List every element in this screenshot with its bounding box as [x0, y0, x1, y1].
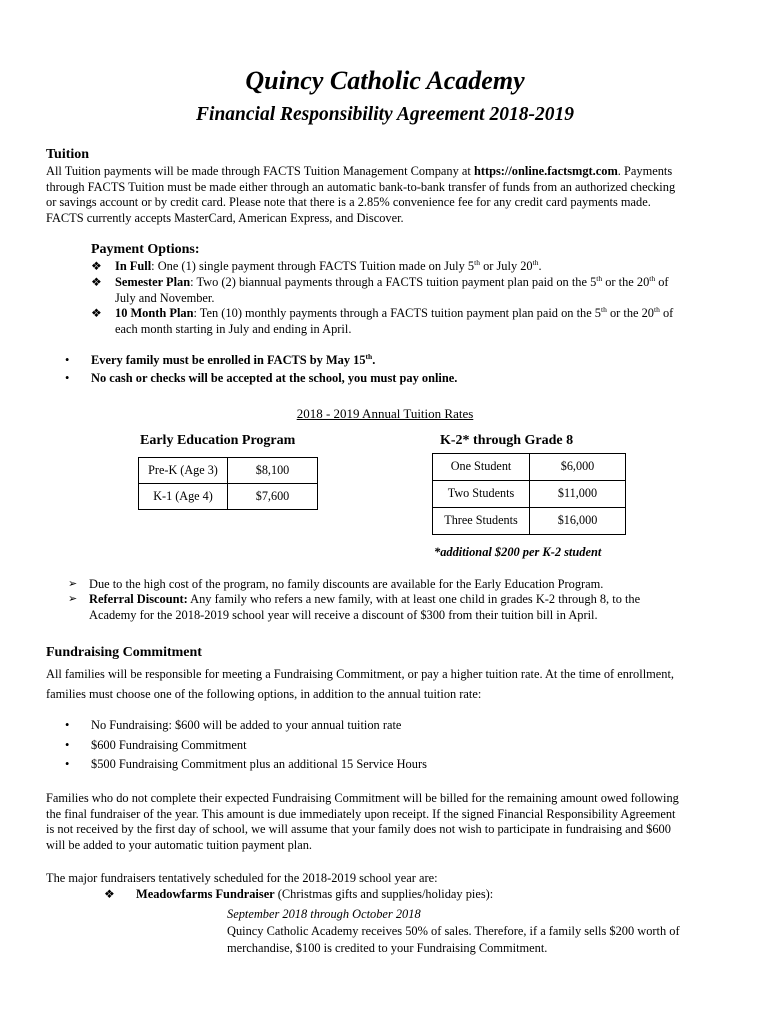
tuition-line-1: All Tuition payments will be made through FACTS Tuition Management Company at https://online.factsmgt.com. Payments: [46, 164, 673, 178]
table-row: [433, 508, 626, 535]
fundraiser-detail-line-1: Quincy Catholic Academy receives 50% of sales. Therefore, if a family sells $200 worth of: [227, 924, 680, 938]
page-title: Quincy Catholic Academy: [245, 66, 525, 95]
early-education-table: [138, 457, 318, 510]
notice-no-cash: • No cash or checks will be accepted at the school, you must pay online.: [65, 371, 458, 385]
fundraising-line-1: All families will be responsible for meeting a Fundraising Commitment, or pay a higher tuition rate. At the time of enrollment,: [46, 667, 675, 681]
notice-enroll: • Every family must be enrolled in FACTS by May 15th.: [65, 351, 376, 367]
diamond-bullet-icon: ❖: [104, 887, 115, 901]
fundraiser-detail-line-2: merchandise, $100 is credited to your Fundraising Commitment.: [227, 941, 548, 955]
table-cell: $11,000: [530, 481, 626, 508]
k2-table: [432, 453, 626, 535]
table-cell: $16,000: [530, 508, 626, 535]
arrow-bullet-icon: ➢: [68, 578, 78, 590]
table-cell: K-1 (Age 4): [139, 484, 228, 510]
bullet-icon: •: [65, 353, 70, 367]
tuition-line-4: FACTS currently accepts MasterCard, American Express, and Discover.: [46, 210, 404, 225]
discount-item-referral: ➢ Referral Discount: Any family who refers a new family, with at least one child in grades K-2 through 8, to the Academy for the 2018-2019 school year will receive a discount of $300 from their tuition bill in April.: [68, 592, 641, 622]
bullet-icon: •: [65, 738, 70, 752]
fundraising-intro: [46, 664, 726, 704]
payment-options-heading: Payment Options:: [91, 242, 200, 257]
table-row: [139, 458, 318, 484]
billing-line-1: Families who do not complete their expected Fundraising Commitment will be billed for the remaining amount owed following: [46, 791, 679, 805]
table-cell: Two Students: [433, 481, 530, 508]
table-row: [433, 454, 626, 481]
fundraising-option: • $600 Fundraising Commitment: [65, 738, 247, 752]
table-cell: One Student: [433, 454, 530, 481]
tuition-paragraph: [46, 164, 726, 226]
fundraising-line-2: families must choose one of the following options, in addition to the annual tuition rate:: [46, 687, 482, 701]
discount-item-no-family: ➢ Due to the high cost of the program, no family discounts are available for the Early Education Program.: [68, 577, 604, 591]
fundraiser-meadowfarms: ❖ Meadowfarms Fundraiser (Christmas gifts and supplies/holiday pies):: [104, 887, 494, 901]
rates-caption: 2018 - 2019 Annual Tuition Rates: [296, 406, 474, 421]
table-cell: $7,600: [228, 484, 318, 510]
fundraiser-dates: September 2018 through October 2018: [227, 907, 421, 921]
table-cell: $8,100: [228, 458, 318, 484]
page-subtitle: Financial Responsibility Agreement 2018-2019: [196, 104, 574, 125]
option-in-full: ❖ In Full: One (1) single payment through FACTS Tuition made on July 5th or July 20th.: [91, 257, 542, 273]
table-cell: Three Students: [433, 508, 530, 535]
table-row: [139, 484, 318, 510]
tuition-line-2: through FACTS Tuition must be made either through an automatic bank-to-bank transfer of funds from an authorized checking: [46, 179, 676, 194]
tuition-heading: Tuition: [46, 147, 90, 162]
bullet-icon: •: [65, 371, 70, 385]
fundraising-option: • No Fundraising: $600 will be added to your annual tuition rate: [65, 718, 402, 732]
k2-footnote: *additional $200 per K-2 student: [434, 545, 602, 559]
k2-heading: K-2* through Grade 8: [440, 433, 574, 448]
early-education-heading: Early Education Program: [140, 433, 296, 448]
billing-line-4: will be added to your automatic tuition payment plan.: [46, 837, 312, 852]
table-cell: $6,000: [530, 454, 626, 481]
bullet-icon: •: [65, 757, 70, 771]
diamond-bullet-icon: ❖: [91, 275, 102, 289]
diamond-bullet-icon: ❖: [91, 259, 102, 273]
facts-link[interactable]: https://online.factsmgt.com: [473, 164, 618, 178]
table-cell: Pre-K (Age 3): [139, 458, 228, 484]
tuition-line-3: or savings account or by credit card. Please note that there is a 2.85% convenience fee for any credit card payments made.: [46, 195, 651, 209]
bullet-icon: •: [65, 718, 70, 732]
fundraising-billing-paragraph: [46, 791, 726, 853]
table-row: [433, 481, 626, 508]
fundraising-option: • $500 Fundraising Commitment plus an additional 15 Service Hours: [65, 757, 427, 771]
billing-line-2: the final fundraiser of the year. This amount is due immediately upon receipt. If the signed Financial Responsibility Agreement: [46, 806, 676, 821]
major-fundraisers-intro: The major fundraisers tentatively scheduled for the 2018-2019 school year are:: [46, 871, 438, 885]
fundraiser-details: [227, 906, 727, 957]
option-ten-month: ❖ 10 Month Plan: Ten (10) monthly payments through a FACTS tuition payment plan paid on the 5th or the 20th of each month starting in July and ending in April.: [91, 304, 674, 336]
option-semester-plan: ❖ Semester Plan: Two (2) biannual payments through a FACTS tuition payment plan paid on the 5th or the 20th of July and November.: [91, 273, 669, 305]
fundraising-heading: Fundraising Commitment: [46, 645, 202, 660]
arrow-bullet-icon: ➢: [68, 593, 78, 605]
diamond-bullet-icon: ❖: [91, 306, 102, 320]
billing-line-3: is not received by the first day of school, we will assume that your family does not wish to participate in fundraising and $600: [46, 822, 671, 836]
